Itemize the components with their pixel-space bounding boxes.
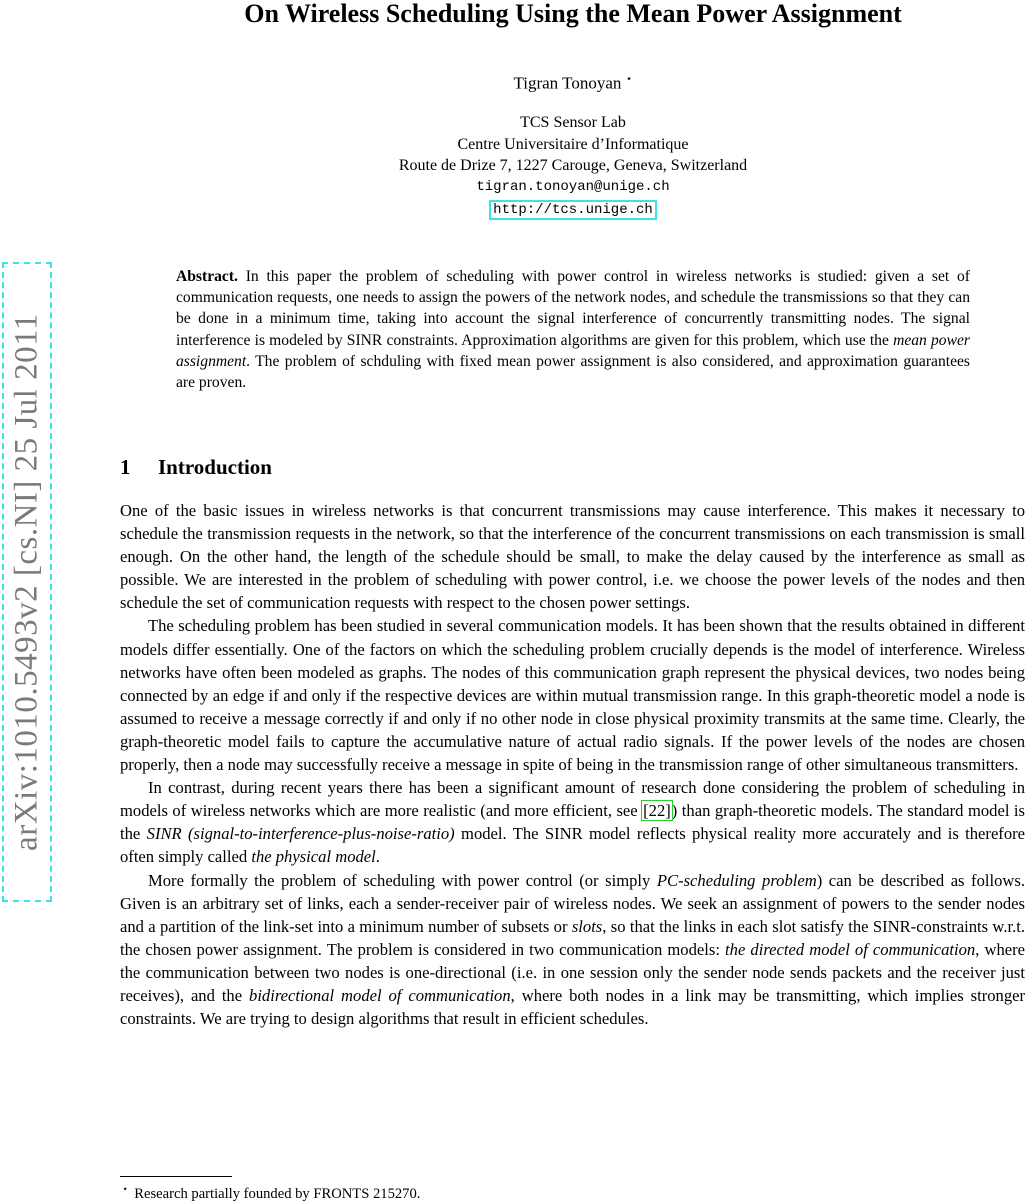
author-footnote-mark[interactable]: ⋆	[625, 73, 633, 85]
section-heading	[120, 454, 1026, 480]
section-body	[120, 499, 1025, 1030]
author-block	[120, 68, 1026, 95]
footnote	[122, 1180, 1022, 1204]
affiliation-line: Centre Universitaire d’Informatique	[457, 135, 689, 153]
affiliation-line: TCS Sensor Lab	[520, 114, 626, 131]
footnote-divider	[120, 1176, 232, 1177]
citation-link[interactable]: [22]	[643, 801, 671, 821]
footnote-mark: ⋆	[122, 1184, 129, 1195]
section-title: Introduction	[158, 455, 272, 479]
footnote-text: Research partially founded by FRONTS 215270.	[134, 1185, 421, 1202]
homepage-link[interactable]: http://tcs.unige.ch	[493, 202, 653, 218]
paper-title: On Wireless Scheduling Using the Mean Power Assignment	[244, 0, 902, 28]
abstract-text: . The problem of schduling with fixed mean power assignment is also considered, and approximation guarantees are proven.	[176, 352, 970, 392]
arxiv-stamp-link[interactable]	[2, 262, 52, 902]
paragraph: In contrast, during recent years there has been a significant amount of research done considering the problem of scheduling in models of wireless networks which are more realistic (and more efficient, see [22]) than graph-theoretic models. The standard model is the SINR (signal-to-interference-plus-noise-ratio) model. The SINR model reflects physical reality more accurately and is therefore often simply called the physical model.	[120, 778, 1026, 867]
author-email: tigran.tonoyan@unige.ch	[476, 178, 670, 195]
author-name: Tigran Tonoyan	[513, 73, 622, 93]
abstract-emphasis: mean power assignment	[176, 331, 970, 370]
affiliation-block	[120, 112, 1026, 222]
paragraph: The scheduling problem has been studied in several communication models. It has been shown that the results obtained in different models differ essentially. One of the factors on which the scheduling problem crucially depends is the model of interference. Wireless networks have often been modeled as graphs. The nodes of this communication graph represent the physical devices, two nodes being connected by an edge if and only if the respective devices are within mutual transmission range. In this graph-theoretic model a node is assumed to receive a message correctly if and only if no other node in close physical proximity transmits at the same time. Clearly, the graph-theoretic model fails to capture the accumulative nature of actual radio signals. If the power levels of the nodes are chosen properly, then a node may successfully receive a message in spite of being in the transmission range of other simultaneous transmitters.	[120, 616, 1025, 775]
abstract-text: In this paper the problem of scheduling with power control in wireless networks is studied: given a set of communication requests, one needs to assign the powers of the network nodes, and schedule the transmissions so that they can be done in a minimum time, taking into account the signal interference of concurrently transmitting nodes. The signal interference is modeled by SINR constraints. Approximation algorithms are given for this problem, which use the	[176, 268, 970, 349]
abstract-label: Abstract.	[176, 268, 238, 285]
paragraph: More formally the problem of scheduling with power control (or simply PC-scheduling problem) can be described as follows. Given is an arbitrary set of links, each a sender-receiver pair of wireless nodes. We seek an assignment of powers to the sender nodes and a partition of the link-set into a minimum number of subsets or slots, so that the links in each slot satisfy the SINR-constraints w.r.t. the chosen power assignment. The problem is considered in two communication models: the directed model of communication, where the communication between two nodes is one-directional (i.e. in one session only the sender node sends packets and the receiver just receives), and the bidirectional model of communication, where both nodes in a link may be transmitting, which implies stronger constraints. We are trying to design algorithms that result in efficient schedules.	[120, 870, 1026, 1029]
affiliation-line: Route de Drize 7, 1227 Carouge, Geneva, Switzerland	[398, 157, 748, 174]
arxiv-stamp-text: arXiv:1010.5493v2 [cs.NI] 25 Jul 2011	[8, 313, 45, 851]
section-number: 1	[120, 455, 131, 479]
abstract	[176, 266, 970, 393]
paragraph: One of the basic issues in wireless networks is that concurrent transmissions may cause interference. This makes it necessary to schedule the transmission requests in the network, so that the interference of the concurrent transmissions on each transmission is small enough. On the other hand, the length of the schedule should be small, to make the delay caused by the interference as small as possible. We are interested in the problem of scheduling with power control, i.e. we choose the power levels of the nodes and then schedule the set of communication requests with respect to the chosen power settings.	[120, 501, 1025, 613]
